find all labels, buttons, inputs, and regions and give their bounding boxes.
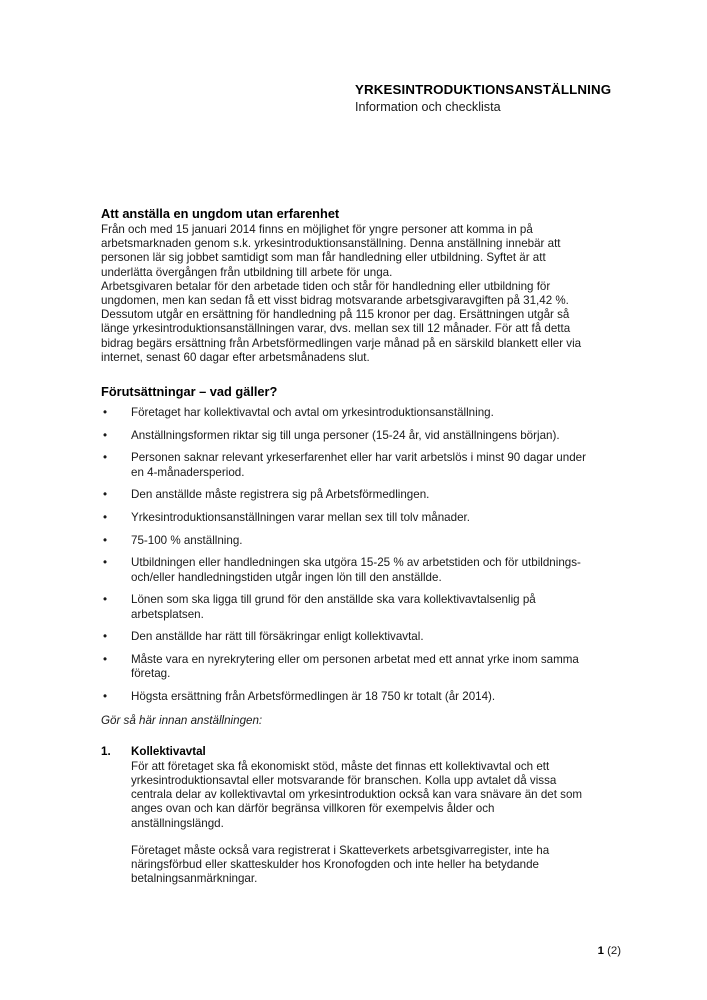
intro-paragraph-2: Arbetsgivaren betalar för den arbetade tiden och står för handledning eller utbildning för ungdomen, men kan sedan få ett visst bidrag motsvarande arbetsgivaravgiften på 31,42 %. Dessutom utgår en ersättning för handledning på 115 kronor per dag. Ersättningen utgår så länge yrkesintroduktionsanställningen varar, dvs. mellan sex till 12 månader. För att få detta bidrag begärs ersättning från Arbetsförmedlingen varje månad på en särskild blankett eller via internet, senast 60 dagar efter arbetsmånadens slut. [101, 279, 582, 364]
checklist-item-paragraph: Företaget måste också vara registrerat i Skatteverkets arbetsgivarregister, inte ha näringsförbud eller skatteskulder hos Kronofogden och inte heller ha betydande betalningsanmärkningar. [131, 843, 550, 886]
list-item-text: Yrkesintroduktionsanställningen varar mellan sex till tolv månader. [131, 511, 470, 525]
bullet-icon: • [103, 406, 108, 420]
bullet-icon: • [103, 556, 108, 570]
bullet-icon: • [103, 533, 108, 547]
conditions-list [101, 406, 587, 704]
list-item-text: Utbildningen eller handledningen ska utgöra 15-25 % av arbetstiden och för utbildnings- och/eller handledningstiden utgår ingen lön till den anställde. [131, 556, 581, 584]
bullet-icon: • [103, 652, 108, 666]
page-number-current: 1 [597, 945, 604, 957]
checklist-item-number: 1. [101, 745, 111, 759]
list-item [101, 488, 587, 502]
list-item [101, 593, 587, 621]
list-item [101, 556, 587, 584]
bullet-icon: • [103, 593, 108, 607]
bullet-icon: • [103, 428, 108, 442]
page-number-total: (2) [607, 945, 621, 957]
conditions-heading: Förutsättningar – vad gäller? [101, 384, 278, 400]
checklist-item-title: Kollektivavtal [131, 745, 206, 759]
bullet-icon: • [103, 689, 108, 703]
list-item [101, 653, 587, 681]
list-item [101, 690, 587, 704]
bullet-icon: • [103, 630, 108, 644]
checklist-lead-in: Gör så här innan anställningen: [101, 714, 263, 728]
document-header [355, 82, 625, 116]
list-item-text: Den anställde har rätt till försäkringar enligt kollektivavtal. [131, 630, 424, 644]
document-title: YRKESINTRODUKTIONSANSTÄLLNING [355, 82, 612, 97]
checklist-numbered-list [101, 745, 587, 886]
list-item-text: Företaget har kollektivavtal och avtal om yrkesintroduktionsanställning. [131, 406, 494, 420]
list-item [101, 511, 587, 525]
list-item-text: Måste vara en nyrekrytering eller om personen arbetat med ett annat yrke inom samma företag. [131, 652, 579, 681]
list-item [101, 451, 587, 479]
page-footer [101, 944, 621, 958]
list-item [101, 534, 587, 548]
list-item-text: Högsta ersättning från Arbetsförmedlingen är 18 750 kr totalt (år 2014). [131, 689, 496, 703]
document-body [101, 206, 587, 896]
intro-heading: Att anställa en ungdom utan erfarenhet [101, 206, 340, 221]
intro-paragraph-1: Från och med 15 januari 2014 finns en möjlighet för yngre personer att komma in på arbetsmarknaden genom s.k. yrkesintroduktionsanställning. Denna anställning innebär att personen lär sig jobbet samtidigt som man får handledning eller utbildning. Syftet är att underlätta övergången från utbildning till arbete för unga. [101, 223, 561, 279]
list-item [101, 630, 587, 644]
checklist-item-paragraph: För att företaget ska få ekonomiskt stöd, måste det finnas ett kollektivavtal och ett yrkesintroduktionsavtal eller motsvarande för branschen. Kolla upp avtalet då vissa centrala delar av kollektivavtal om yrkesintroduktion också kan vara snävare än det som anges ovan och kan därför begränsa villkoren för exempelvis ålder och anställningslängd. [131, 759, 583, 830]
checklist-item [101, 745, 587, 886]
list-item-text: Lönen som ska ligga till grund för den anställde ska vara kollektivavtalsenlig på arbetsplatsen. [131, 593, 536, 621]
bullet-icon: • [103, 511, 108, 525]
bullet-icon: • [103, 488, 108, 502]
list-item-text: Personen saknar relevant yrkeserfarenhet eller har varit arbetslös i minst 90 dagar under en 4-månadersperiod. [131, 451, 586, 479]
list-item-text: Anställningsformen riktar sig till unga personer (15-24 år, vid anställningens början). [131, 428, 560, 442]
list-item [101, 406, 587, 420]
list-item [101, 429, 587, 443]
document-subtitle: Information och checklista [355, 100, 501, 114]
list-item-text: 75-100 % anställning. [131, 533, 243, 547]
list-item-text: Den anställde måste registrera sig på Arbetsförmedlingen. [131, 488, 430, 502]
bullet-icon: • [103, 451, 108, 465]
